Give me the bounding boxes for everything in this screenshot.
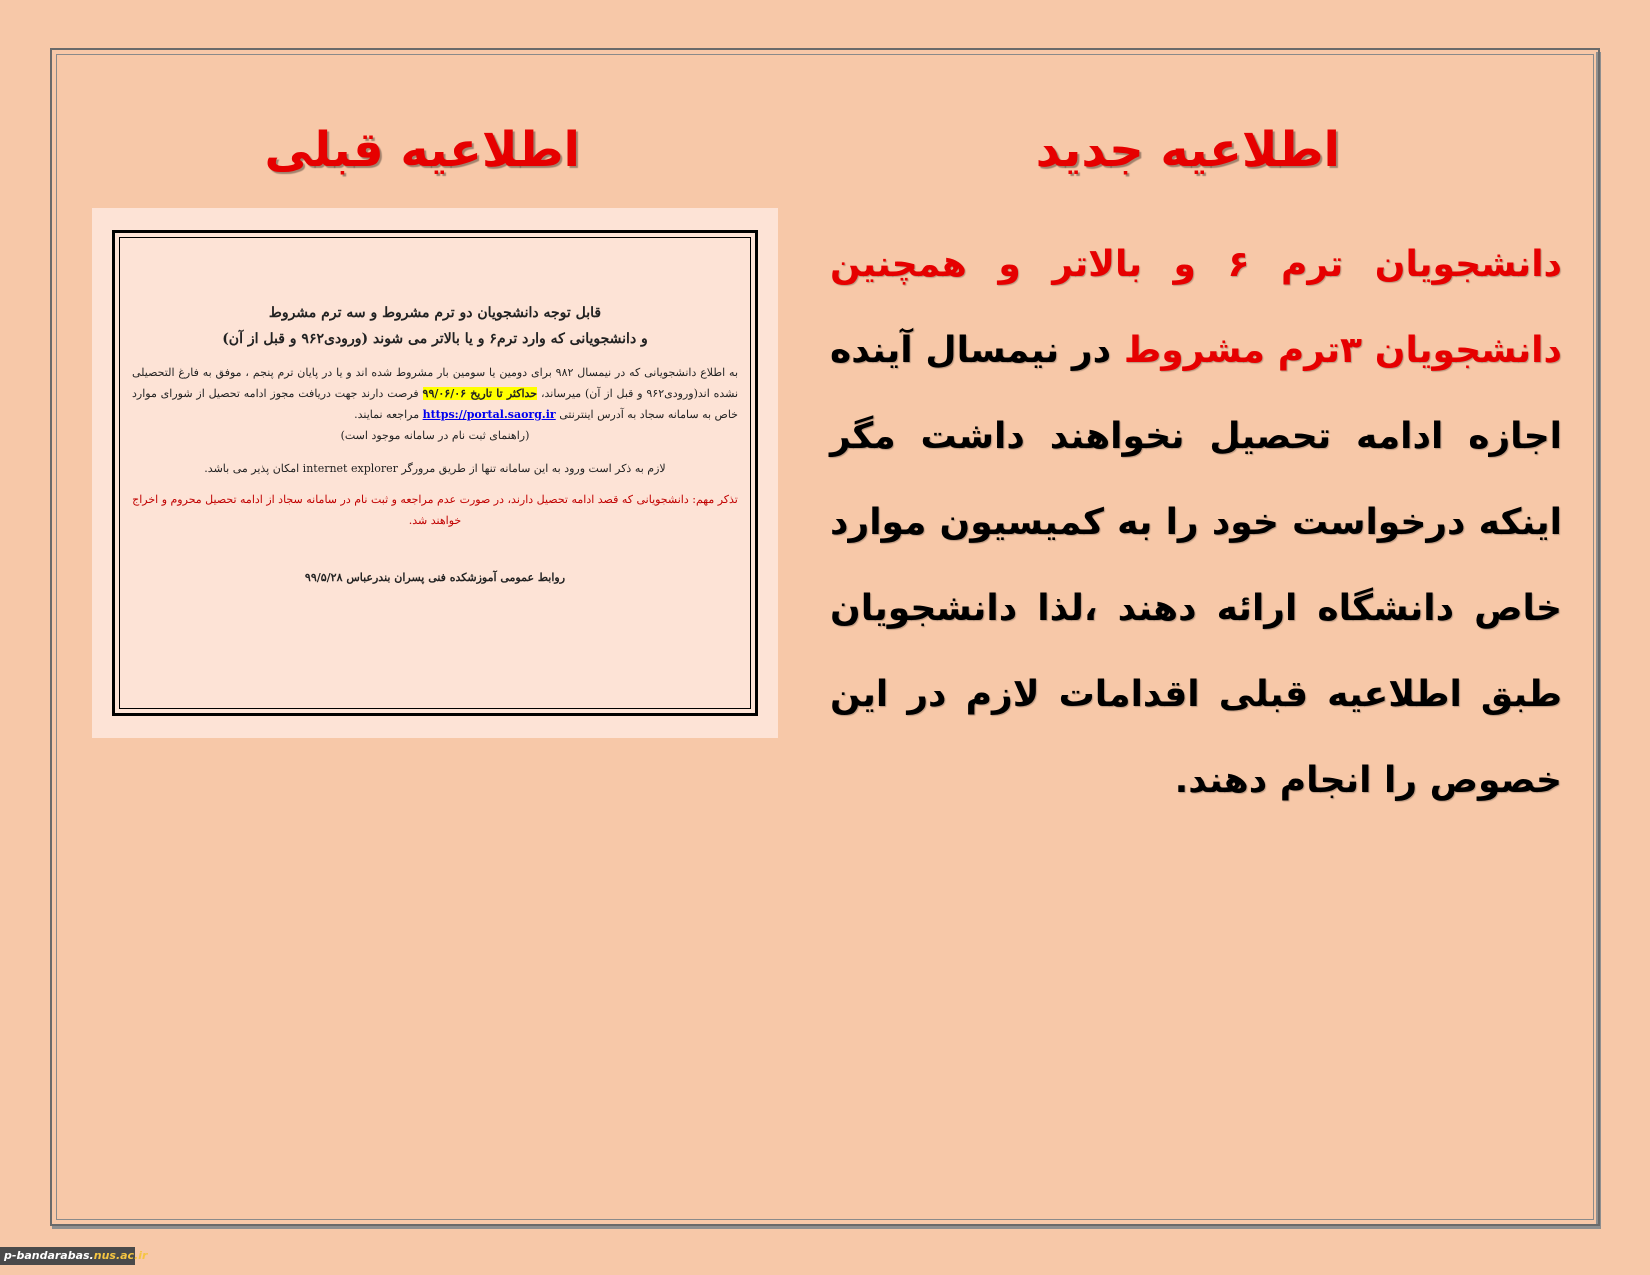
portal-link[interactable]: https://portal.saorg.ir	[422, 408, 556, 421]
notice-browser-note: لازم به ذکر است ورود به این سامانه تنها از طریق مرورگر internet explorer امکان پذیر می باشد.	[204, 462, 666, 475]
notice-body	[132, 362, 738, 425]
notice-important: تذکر مهم: دانشجویانی که قصد ادامه تحصیل دارند، در صورت عدم مراجعه و ثبت نام در سامانه سجاد از ادامه تحصیل محروم و اخراج خواهند شد.	[132, 493, 738, 527]
notice-body-part2: فرصت دارند جهت دریافت مجوز ادامه تحصیل از شورای موارد خاص به سامانه سجاد به آدرس اینترنتی	[132, 387, 738, 421]
paragraph-body: در نیمسال آینده اجازه ادامه تحصیل نخواهند داشت مگر اینکه درخواست خود را به کمیسیون موارد خاص دانشگاه ارائه دهند ،لذا دانشجویان طبق اطلاعیه قبلی اقدامات لازم در این خصوص را انجام دهند.	[830, 330, 1562, 801]
heading-new-notice: اطلاعیه جدید	[1035, 122, 1340, 178]
site-watermark	[0, 1247, 148, 1265]
notice-guide: (راهنمای ثبت نام در سامانه موجود است)	[340, 429, 530, 442]
new-notice-paragraph	[830, 222, 1562, 824]
notice-deadline-highlight: حداکثر تا تاریخ ۹۹/۰۶/۰۶	[422, 387, 538, 400]
previous-notice-image	[92, 208, 778, 738]
watermark-site: p-bandarabas.	[4, 1249, 94, 1262]
notice-body-part1: به اطلاع دانشجویانی که در نیمسال ۹۸۲ برای دومین یا سومین بار مشروط شده اند و یا در پایان ترم پنجم ، موفق به فارغ التحصیلی نشده اند(ورودی۹۶۲ و قبل از آن) میرساند،	[132, 366, 739, 400]
watermark-domain: nus.ac.ir	[93, 1249, 148, 1262]
notice-body-part3: مراجعه نمایند.	[354, 408, 423, 421]
previous-notice-content	[132, 300, 738, 588]
paragraph-highlight-red: دانشجویان ترم ۶ و بالاتر و همچنین دانشجویان ۳ترم مشروط	[830, 244, 1563, 371]
notice-title-line2: و دانشجویانی که وارد ترم۶ و یا بالاتر می شوند (ورودی۹۶۲ و قبل از آن)	[222, 331, 648, 347]
notice-title-line1: قابل توجه دانشجویان دو ترم مشروط و سه ترم مشروط	[268, 305, 602, 321]
notice-signature: روابط عمومی آموزشکده فنی پسران بندرعباس ۹۹/۵/۲۸	[304, 571, 566, 584]
heading-previous-notice: اطلاعیه قبلی	[264, 122, 580, 178]
